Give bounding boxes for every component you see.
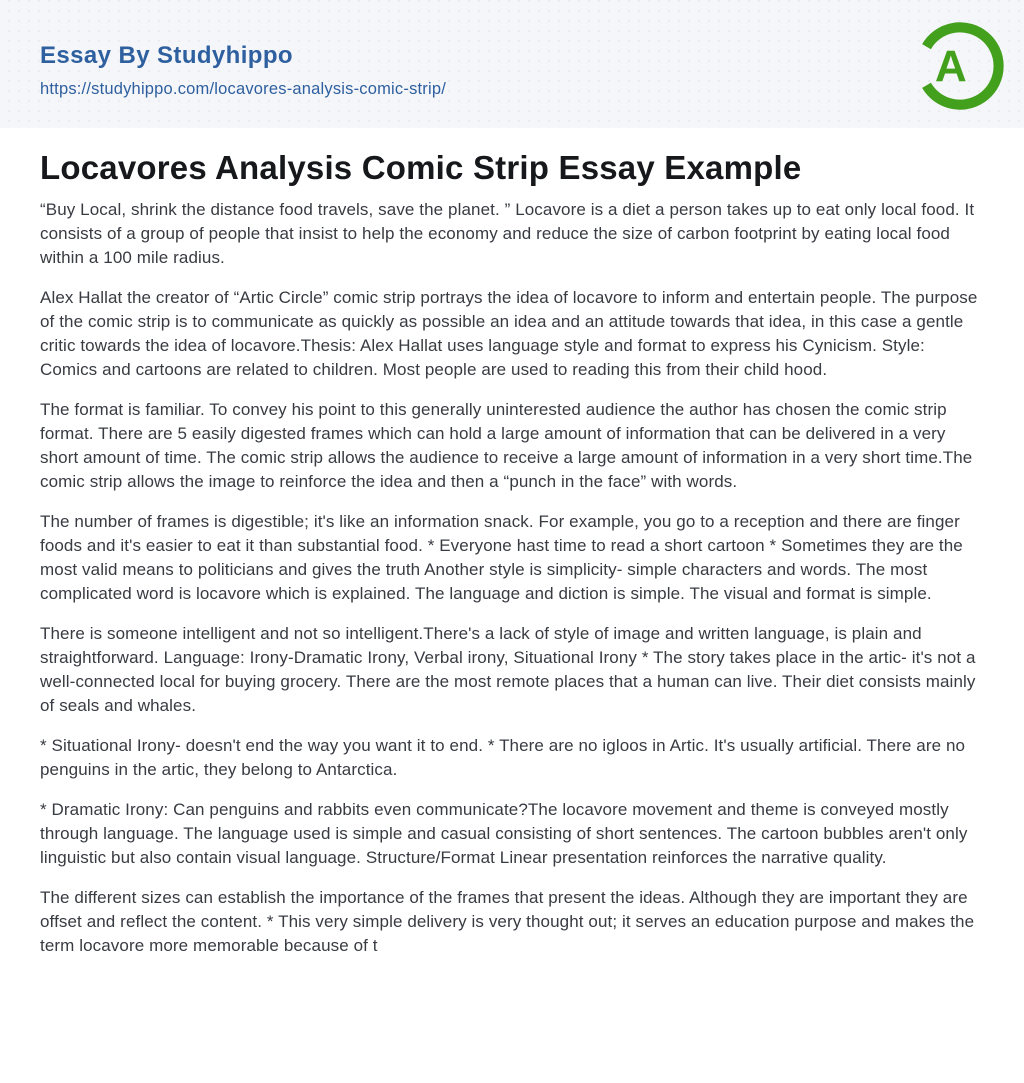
article-paragraph: Alex Hallat the creator of “Artic Circle” comic strip portrays the idea of locavore to inform and entertain people. The purpose of the comic strip is to communicate as quickly as possible an idea and an attitude towards that idea, in this case a gentle critic towards the idea of locavore.Thesis: Alex Hallat uses language style and format to express his Cynicism. Style: Comics and cartoons are related to children. Most people are used to reading this from their child hood.	[40, 288, 978, 379]
article-paragraph: * Dramatic Irony: Can penguins and rabbits even communicate?The locavore movement and theme is conveyed mostly through language. The language used is simple and casual consisting of short sentences. The cartoon bubbles aren't only linguistic but also contain visual language. Structure/Format Linear presentation reinforces the narrative quality.	[40, 800, 968, 867]
logo-letter: A	[934, 42, 967, 92]
page-header	[0, 0, 1024, 128]
article-paragraph: The different sizes can establish the importance of the frames that present the ideas. Although they are important they are offset and reflect the content. * This very simple delivery is very thought out; it serves an education purpose and makes the term locavore more memorable because of t	[40, 888, 975, 955]
article-title: Locavores Analysis Comic Strip Essay Example	[40, 149, 802, 186]
article-paragraph: “Buy Local, shrink the distance food travels, save the planet. ” Locavore is a diet a person takes up to eat only local food. It consists of a group of people that insist to help the economy and reduce the size of carbon footprint by eating local food within a 100 mile radius.	[40, 200, 975, 267]
site-name-link[interactable]: Essay By Studyhippo	[40, 42, 293, 69]
page-url-link[interactable]: https://studyhippo.com/locavores-analysis-comic-strip/	[40, 80, 447, 98]
article-paragraph: The number of frames is digestible; it's like an information snack. For example, you go to a reception and there are finger foods and it's easier to eat it than substantial food. * Everyone hast time to read a short cartoon * Sometimes they are the most valid means to politicians and gives the truth Another style is simplicity- simple characters and words. The most complicated word is locavore which is explained. The language and diction is simple. The visual and format is simple.	[40, 512, 963, 603]
article-content	[0, 128, 1024, 958]
article-paragraph: * Situational Irony- doesn't end the way you want it to end. * There are no igloos in Artic. It's usually artificial. There are no penguins in the artic, they belong to Antarctica.	[40, 736, 966, 779]
article-paragraph: There is someone intelligent and not so intelligent.There's a lack of style of image and written language, is plain and straightforward. Language: Irony-Dramatic Irony, Verbal irony, Situational Irony * The story takes place in the artic- it's not a well-connected local for buying grocery. There are the most remote places that a human can live. Their diet consists mainly of seals and whales.	[40, 624, 976, 715]
article-body	[40, 198, 980, 958]
article-paragraph: The format is familiar. To convey his point to this generally uninterested audience the author has chosen the comic strip format. There are 5 easily digested frames which can hold a large amount of information that can be delivered in a very short amount of time. The comic strip allows the audience to receive a large amount of information in a very short time.The comic strip allows the image to reinforce the idea and then a “punch in the face” with words.	[40, 400, 973, 491]
studyhippo-logo-icon	[914, 20, 1006, 112]
